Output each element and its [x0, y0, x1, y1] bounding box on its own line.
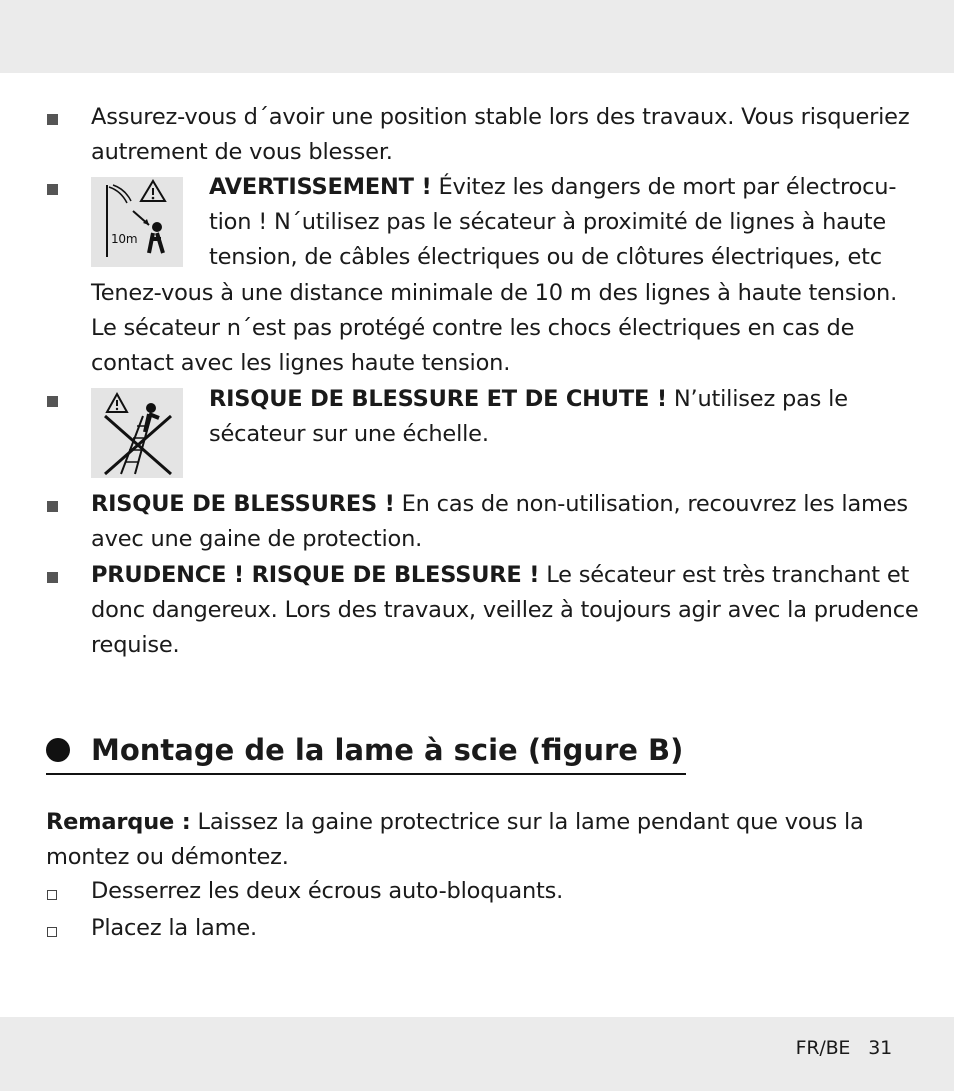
warning-label: AVERTISSEMENT ! — [209, 174, 432, 200]
warning-label: RISQUE DE BLESSURE ET DE CHUTE ! — [209, 386, 667, 412]
step-item: Placez la lame. — [91, 915, 257, 941]
heading-bullet-icon — [46, 738, 70, 762]
note-paragraph — [46, 805, 916, 875]
page-footer — [796, 1033, 892, 1063]
blade-cover-warning — [91, 487, 921, 557]
section-title: Montage de la lame à scie (figure B) — [91, 733, 684, 767]
electrocution-warning-pictogram — [91, 177, 183, 267]
warning-label: PRUDENCE ! RISQUE DE BLESSURE ! — [91, 562, 540, 588]
warning-label: RISQUE DE BLESSURES ! — [91, 491, 395, 517]
bullet-marker — [45, 558, 59, 593]
distance-label: 10m — [111, 232, 138, 246]
warning-body: Le sécateur est très tranchant et donc dangereux. Lors des travaux, veillez à toujours agir avec la prudence requise. — [91, 562, 919, 658]
step-item: Desserrez les deux écrous auto-bloquants. — [91, 878, 564, 904]
warning-body: Évitez les dangers de mort par électrocu-tion ! N´utilisez pas le sécateur à proximité de lignes à haute tension, de câbles électriques ou de clôtures électriques, etc — [209, 174, 897, 270]
bullet-marker — [45, 100, 59, 135]
bullet-marker — [45, 170, 59, 205]
ladder-warning-pictogram — [91, 388, 183, 478]
electrocution-warning-text — [209, 170, 919, 275]
header-band — [0, 0, 954, 73]
warning-body: En cas de non-utilisation, recouvrez les lames avec une gaine de protection. — [91, 491, 908, 552]
power-line-distance-icon — [91, 177, 183, 267]
ladder-fall-icon — [91, 388, 183, 478]
caution-warning — [91, 558, 921, 663]
step-checkbox — [46, 911, 60, 946]
language-code: FR/BE — [795, 1037, 851, 1059]
bullet-marker — [45, 382, 59, 417]
note-label: Remarque : — [46, 809, 191, 835]
step-checkbox — [46, 874, 60, 909]
ladder-warning-text — [209, 382, 919, 452]
distance-instruction: Tenez-vous à une distance minimale de 10 m des lignes à haute tension. Le sécateur n´est pas protégé contre les chocs électriques en cas de contact avec les lignes haute tension. — [91, 280, 898, 376]
bullet-marker — [45, 487, 59, 522]
note-body: Laissez la gaine protectrice sur la lame pendant que vous la montez ou démontez. — [46, 809, 864, 870]
page-number: 31 — [868, 1037, 892, 1059]
warning-body: N’utilisez pas le sécateur sur une échelle. — [209, 386, 848, 447]
heading-underline — [46, 773, 686, 775]
bullet-stable-position: Assurez-vous d´avoir une position stable lors des travaux. Vous risqueriez autrement de vous blesser. — [91, 104, 910, 165]
